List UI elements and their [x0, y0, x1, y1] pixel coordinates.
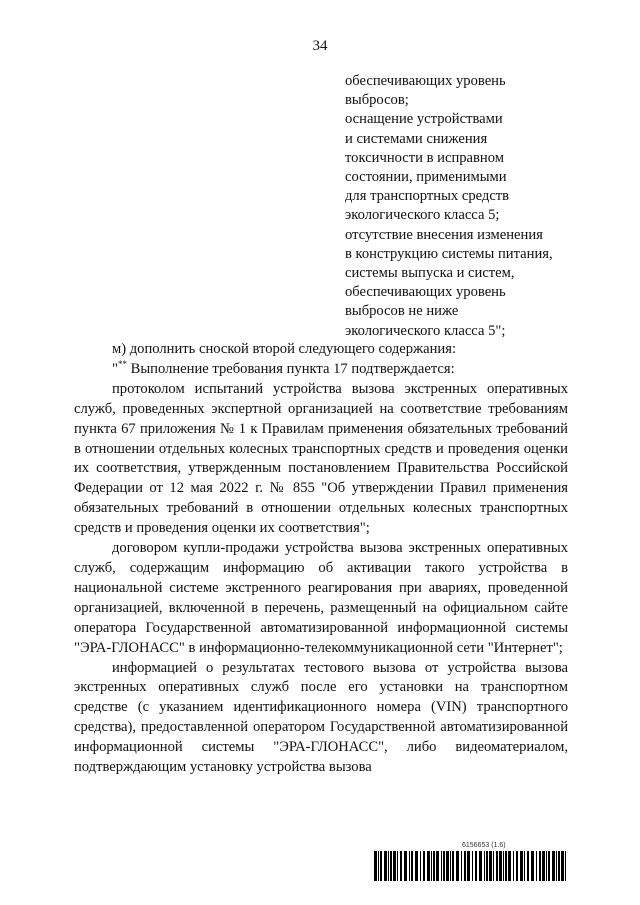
document-body — [74, 340, 568, 778]
table-cell-continuation — [345, 72, 575, 341]
table-cell-line: в конструкцию системы питания, — [345, 245, 553, 262]
table-cell-line: системы выпуска и систем, — [345, 265, 515, 282]
footnote-intro-text: Выполнение требования пункта 17 подтверждается: — [126, 360, 455, 377]
table-cell-line: и системами снижения — [345, 130, 488, 147]
page-number: 34 — [312, 38, 328, 54]
table-cell-line: для транспортных средств — [345, 188, 510, 205]
table-cell-line: обеспечивающих уровень — [345, 73, 506, 89]
opening-quote: " — [112, 360, 118, 377]
table-cell-line: выбросов; — [345, 92, 409, 109]
table-cell-line: экологического класса 5"; — [345, 322, 506, 339]
table-cell-line: экологического класса 5; — [345, 207, 500, 224]
footnote-intro — [74, 360, 568, 380]
table-cell-line: отсутствие внесения изменения — [345, 226, 543, 243]
table-cell-line: токсичности в исправном — [345, 149, 504, 166]
table-cell-line: обеспечивающих уровень — [345, 284, 506, 301]
footnote-mark: ** — [117, 358, 127, 369]
paragraph-test-call-info: информацией о результатах тестового вызова от устройства вызова экстренных оперативных служб после его установки на транспортном средстве (с указанием идентификационного номера (VIN) транспортного средства), предоставленной оператором Государственной автоматизированной информационной системы "ЭРА-ГЛОНАСС", либо видеоматериалом, подтверждающим установку устройства вызова — [74, 659, 568, 776]
paragraph-sales-contract: договором купли-продажи устройства вызова экстренных оперативных служб, содержащим информацию об активации такого устройства в национальной системе экстренного реагирования при авариях, проведенной организацией, включенной в перечень, размещенный на официальном сайте оператора Государственной автоматизированной информационной системы "ЭРА-ГЛОНАСС" в информационно-телекоммуникационной сети "Интернет"; — [74, 540, 568, 656]
table-cell-line: выбросов не ниже — [345, 303, 459, 320]
barcode-image — [372, 851, 572, 881]
table-cell-line: оснащение устройствами — [345, 111, 503, 128]
document-code: 6156653 (1.6) — [462, 842, 506, 849]
paragraph-test-protocol: протоколом испытаний устройства вызова экстренных оперативных служб, проведенных экспертной организацией на соответствие требованиям пункта 67 приложения № 1 к Правилам применения обязательных требований в отношении отдельных колесных транспортных средств и проведения оценки их соответствия, утвержденным постановлением Правительства Российской Федерации от 12 мая 2022 г. № 855 "Об утверждении Правил применения обязательных требований в отношении отдельных колесных транспортных средств и проведения оценки их соответствия"; — [74, 380, 568, 537]
table-cell-line: состоянии, применимыми — [345, 169, 507, 186]
amendment-instruction: м) дополнить сноской второй следующего содержания: — [112, 341, 457, 357]
